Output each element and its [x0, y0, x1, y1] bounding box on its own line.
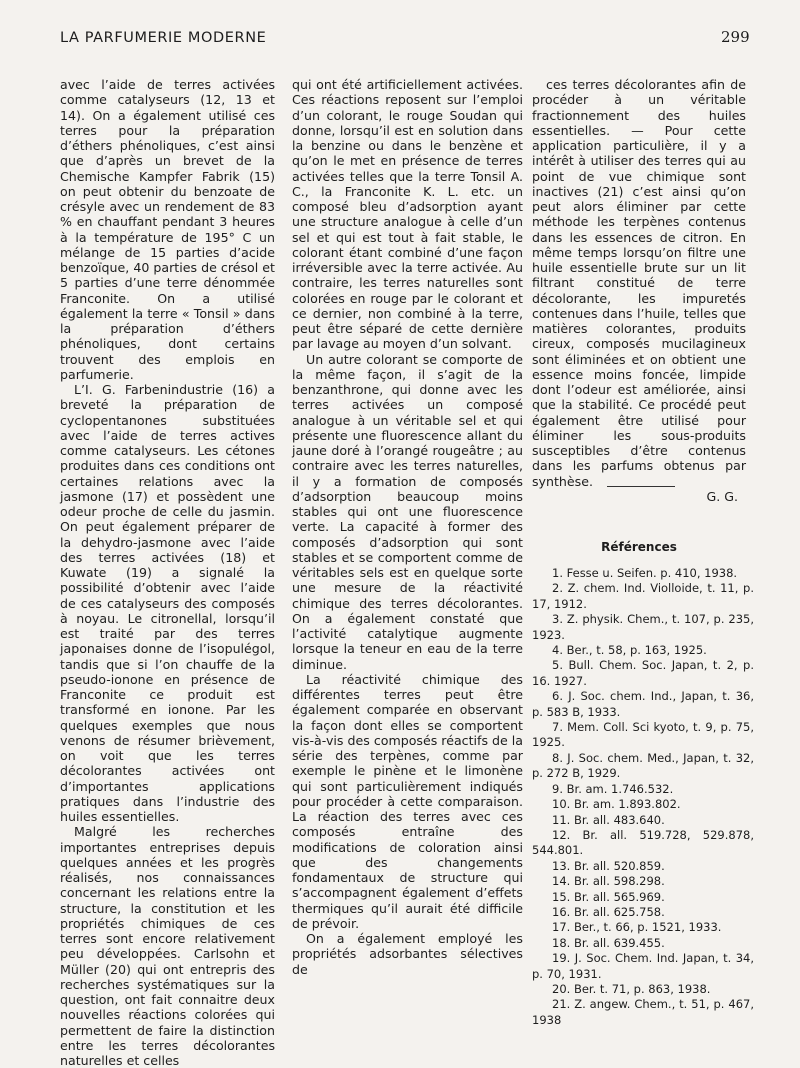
reference-item: 4. Ber., t. 58, p. 163, 1925.: [552, 643, 707, 658]
reference-item: 10. Br. am. 1.893.802.: [552, 797, 681, 812]
paragraph: Malgré les recherches importantes entreprises depuis quelques années et les progrès réalisés, nos connaissances concernant les relations entre la structure, la constitution et les propriétés chimiques de ces terres sont encore relativement peu développées. Carlsohn et Müller (20) qui ont entrepris des recherches systématiques sur la question, ont fait connaitre deux nouvelles réactions colorées qui permettent de faire la distinction entre les terres décolorantes naturelles et celles: [60, 824, 275, 1068]
paragraph: Un autre colorant se comporte de la même façon, il s’agit de la benzanthrone, qui donne avec les terres activées un composé analogue à un véritable sel et qui présente une fluorescence allant du jaune doré à l’orangé rougeâtre ; au contraire avec les terres naturelles, il y a formation de composés d’adsorption beaucoup moins stables qui ont une fluorescence verte. La capacité à former des composés d’adsorption qui sont stables et se comportent comme de véritables sels est en quelque sorte une mesure de la réactivité chimique des terres décolorantes. On a également constaté que l’activité catalytique augmente lorsque la teneur en eau de la terre diminue.: [292, 351, 523, 672]
references-heading: Références: [601, 540, 677, 554]
reference-item: 8. J. Soc. chem. Med., Japan, t. 32, p. 272 B, 1929.: [532, 750, 754, 781]
reference-item: 2. Z. chem. Ind. Violloide, t. 11, p. 17, 1912.: [532, 581, 754, 611]
reference-item: 20. Ber. t. 71, p. 863, 1938.: [552, 981, 711, 996]
reference-item: 19. J. Soc. Chem. Ind. Japan, t. 34, p. 70, 1931.: [532, 951, 754, 981]
paragraph: L’I. G. Farbenindustrie (16) a breveté la préparation de cyclopentanones substituées avec l’aide de terres actives comme catalyseurs. Les cétones produites dans ces conditions ont certaines relations avec la jasmone (17) et possèdent une odeur proche de celle du jasmin. On peut également préparer de la dehydro-jasmone avec l’aide des terres activées (18) et Kuwate (19) a signalé la possibilité d’obtenir avec l’aide de ces catalyseurs des composés à noyau. Le citronellal, lorsqu’il est traité par des terres japonaises donne de l’isopulégol, tandis que si l’on chauffe de la pseudo-ionone en présence de Franconite ce produit est transformé en ionone. Par les quelques exemples que nous venons de résumer brièvement, on voit que les terres décolorantes activées ont d’importantes applications pratiques dans l’industrie des huiles essentielles.: [60, 382, 275, 824]
reference-item: 1. Fesse u. Seifen. p. 410, 1938.: [552, 566, 738, 580]
text-column-3: [532, 77, 746, 504]
paragraph: La réactivité chimique des différentes terres peut être également comparée en observant la façon dont elles se comportent vis-à-vis des composés réactifs de la série des terpènes, comme par exemple le pinène et le limonène qui sont particulièrement indiqués pour procéder à cette comparaison. La réaction des terres avec ces composés entraîne des modifications de coloration ainsi que des changements fondamentaux de structure qui s’accompagnent également d’effets thermiques qu’il aurait été difficile de prévoir.: [292, 671, 523, 931]
text-column-2: [292, 77, 523, 977]
reference-item: 3. Z. physik. Chem., t. 107, p. 235, 1923.: [532, 612, 754, 642]
section-divider: [607, 486, 675, 487]
paragraph: avec l’aide de terres activées comme catalyseurs (12, 13 et 14). On a également utilisé ces terres pour la préparation d’éthers phénoliques, c’est ainsi que d’après un brevet de la Chemische Kampfer Fabrik (15) on peut obtenir du benzoate de crésyle avec un rendement de 83 % en chauffant pendant 3 heures à la température de 195° C un mélange de 15 parties d’acide benzoïque, 40 parties de crésol et 5 parties d’une terre dénommée Franconite. On a utilisé également la terre « Tonsil » dans la préparation d’éthers phénoliques, dont certains trouvent des emplois en parfumerie.: [60, 77, 275, 382]
reference-item: 5. Bull. Chem. Soc. Japan, t. 2, p. 16. 1927.: [532, 658, 754, 688]
reference-item: 7. Mem. Coll. Sci kyoto, t. 9, p. 75, 1925.: [532, 720, 754, 750]
paragraph: qui ont été artificiellement activées. Ces réactions reposent sur l’emploi d’un colorant, le rouge Soudan qui donne, lorsqu’il est en solution dans la benzine ou dans le benzène et qu’on le met en présence de terres activées telles que la terre Tonsil A. C., la Franconite K. L. etc. un composé bleu d’adsorption ayant une structure analogue à celle d’un sel et qui est tout à fait stable, le colorant étant combiné d’une façon irréversible avec la terre activée. Au contraire, les terres naturelles sont colorées en rouge par le colorant et ce dernier, non combiné à la terre, peut être séparé de cette dernière par lavage au moyen d’un solvant.: [292, 77, 523, 352]
author-signature: G. G.: [706, 488, 738, 504]
reference-item: 9. Br. am. 1.746.532.: [552, 781, 674, 796]
reference-item: 21. Z. angew. Chem., t. 51, p. 467, 1938: [532, 997, 754, 1027]
text-column-1: [60, 77, 275, 1068]
reference-item: 12. Br. all. 519.728, 529.878, 544.801.: [532, 827, 754, 858]
reference-item: 6. J. Soc. chem. Ind., Japan, t. 36, p. 583 B, 1933.: [532, 689, 754, 719]
references-list: [532, 566, 754, 1028]
reference-item: 11. Br. all. 483.640.: [552, 812, 665, 827]
reference-item: 18. Br. all. 639.455.: [552, 935, 665, 950]
reference-item: 15. Br. all. 565.969.: [552, 889, 665, 904]
reference-item: 17. Ber., t. 66, p. 1521, 1933.: [552, 920, 722, 935]
reference-item: 16. Br. all. 625.758.: [552, 904, 665, 919]
reference-item: 13. Br. all. 520.859.: [552, 858, 665, 873]
journal-title: LA PARFUMERIE MODERNE: [60, 30, 267, 46]
paragraph: On a également employé les propriétés adsorbantes sélectives de: [292, 931, 523, 977]
reference-item: 14. Br. all. 598.298.: [552, 874, 665, 889]
paragraph: ces terres décolorantes afin de procéder à un véritable fractionnement des huiles essentielles. — Pour cette application particulière, il y a intérêt à utiliser des terres qui au point de vue chimique sont inactives (21) c’est ainsi qu’on peut alors éliminer par cette méthode les terpènes contenus dans les essences de citron. En même temps lorsqu’on filtre une huile essentielle brute sur un lit filtrant constitué de terre décolorante, les impuretés contenues dans l’huile, telles que matières colorantes, produits cireux, composés mucilagineux sont éliminées et on obtient une essence moins foncée, limpide dont l’odeur est améliorée, ainsi que la stabilité. Ce procédé peut également être utilisé pour éliminer les sous-produits susceptibles d’être contenus dans les parfums obtenus par synthèse.: [532, 77, 746, 489]
page-number: 299: [721, 28, 750, 46]
